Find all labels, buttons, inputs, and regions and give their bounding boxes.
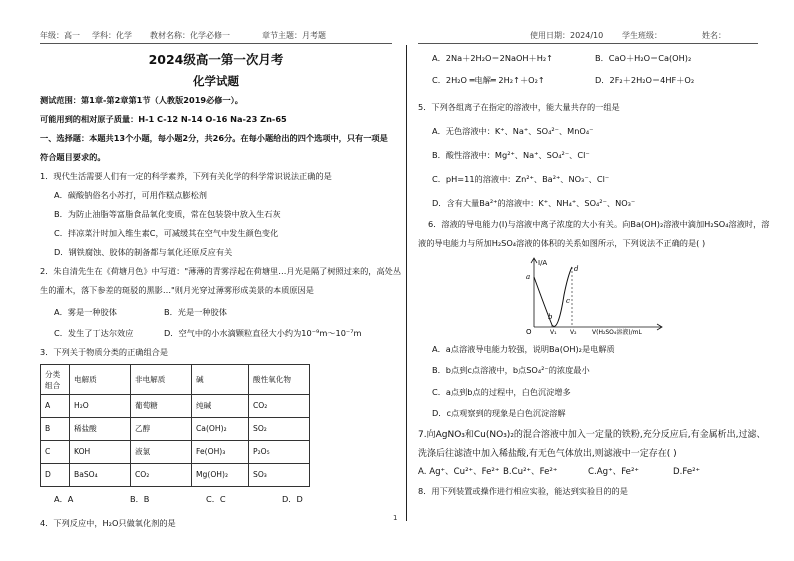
q2-stem: 2．朱自清先生在《荷塘月色》中写道："薄薄的青雾浮起在荷塘里…月光是隔了树照过来的，高处丛: [40, 266, 402, 276]
q8-stem: 8．用下列装置或操作进行相应实验，能达到实验目的的是: [418, 486, 628, 496]
q2-option-c: C．发生了丁达尔效应: [54, 328, 134, 338]
table-row: [41, 365, 310, 395]
section1-instructions-cont: 符合题目要求的。: [40, 152, 106, 162]
table-cell: 葡萄糖: [131, 395, 192, 418]
table-cell: P₂O₅: [249, 441, 310, 464]
table-cell: A: [41, 395, 70, 418]
q5-option-b: B．酸性溶液中：Mg²⁺、Na⁺、SO₄²⁻、Cl⁻: [432, 150, 590, 160]
q3-option-a: A．A: [54, 494, 74, 504]
point-d-label: d: [574, 265, 579, 273]
q4-options-row1: [418, 47, 758, 69]
q6-conductivity-graph: [418, 257, 758, 337]
q4-option-d: D．2F₂＋2H₂O＝4HF＋O₂: [595, 75, 695, 85]
point-c-label: c: [566, 297, 570, 305]
q2-option-a: A．雾是一种胶体: [54, 307, 117, 317]
q3-option-b: B．B: [130, 494, 150, 504]
exam-title: 2024级高一第一次月考: [148, 52, 284, 67]
q5-option-d: D．含有大量Ba²⁺的溶液中：K⁺、NH₄⁺、SO₄²⁻、NO₃⁻: [432, 198, 636, 208]
q3-classification-table: [40, 364, 310, 487]
q7-option-b: B.Cu²⁺、Fe²⁺: [503, 467, 558, 477]
q4-option-b: B．CaO＋H₂O＝Ca(OH)₂: [595, 53, 692, 63]
table-header-cell: 碱: [192, 365, 249, 395]
point-a-label: a: [526, 273, 531, 281]
q2-stem-cont: 生的灌木，落下参差的斑驳的黑影…"则月光穿过薄雾形成美景的本质原因是: [40, 285, 314, 295]
q2-options-row2: [40, 324, 392, 343]
q4-options-row2: [418, 69, 758, 91]
section1-instructions: 一、选择题：本题共13个小题，每小题2分，共26分。在每小题给出的四个选项中，只有一项是: [40, 133, 388, 143]
q4-option-a: A．2Na＋2H₂O＝2NaOH＋H₂↑: [432, 53, 554, 63]
q3-stem: 3．下列关于物质分类的正确组合是: [40, 347, 169, 357]
q6-option-b: B．b点到c点溶液中，b点SO₄²⁻的浓度最小: [432, 365, 590, 375]
header-rule-left: [40, 43, 392, 44]
table-cell: SO₂: [249, 418, 310, 441]
header-date: 使用日期：2024/10: [530, 31, 604, 40]
atomic-masses: 可能用到的相对原子质量：H-1 C-12 N-14 O-16 Na-23 Zn-65: [40, 114, 287, 124]
table-header-cell: 酸性氧化物: [249, 365, 310, 395]
header-textbook: 教材名称：化学必修一: [150, 31, 230, 40]
test-scope: 测试范围：第1章-第2章第1节（人教版2019必修一）。: [40, 95, 243, 105]
q1-stem: 1．现代生活需要人们有一定的科学素养，下列有关化学的科学常识说法正确的是: [40, 171, 332, 181]
header-class: 学生班级：: [622, 31, 662, 40]
table-header-cell: 非电解质: [131, 365, 192, 395]
table-cell: CO₂: [249, 395, 310, 418]
left-column: [40, 45, 402, 535]
q2-option-d: D．空气中的小水滴颗粒直径大小约为10⁻⁹m～10⁻⁷m: [164, 328, 362, 338]
table-row: [41, 441, 310, 464]
q7-option-c: C.Ag⁺、Fe²⁺: [588, 467, 639, 477]
point-b-label: b: [548, 313, 553, 321]
table-cell: CO₂: [131, 464, 192, 487]
q6-option-c: C．a点到b点的过程中，白色沉淀增多: [432, 387, 571, 397]
q2-option-b: B．光是一种胶体: [164, 307, 227, 317]
q3-option-d: D．D: [282, 494, 303, 504]
table-row: [41, 418, 310, 441]
q7-option-d: D.Fe²⁺: [673, 467, 701, 477]
header-rule-right: [418, 43, 758, 44]
table-cell: C: [41, 441, 70, 464]
q7-option-a: A. Ag⁺、Cu²⁺、Fe²⁺: [418, 467, 500, 477]
table-cell: B: [41, 418, 70, 441]
q1-option-d: D．钢铁腐蚀、胶体的制备都与氧化还原反应有关: [54, 247, 233, 257]
column-divider: [406, 45, 407, 521]
q2-options-row1: [40, 300, 392, 324]
q5-option-a: A．无色溶液中：K⁺、Na⁺、SO₄²⁻、MnO₄⁻: [432, 126, 594, 136]
q1-option-b: B．为防止油脂等富脂食品氧化变质，常在包装袋中放入生石灰: [54, 209, 281, 219]
table-row: [41, 395, 310, 418]
origin-label: O: [526, 328, 532, 335]
q1-option-c: C．拌凉菜汁时加入维生素C，可减缓其在空气中发生颜色变化: [54, 228, 279, 238]
right-column: [418, 45, 770, 501]
table-cell: H₂O: [70, 395, 131, 418]
q3-option-c: C．C: [206, 494, 226, 504]
table-cell: Ca(OH)₂: [192, 418, 249, 441]
table-cell: BaSO₄: [70, 464, 131, 487]
q7-stem-cont: 洗涤后往滤渣中加入稀盐酸,有无色气体放出,则滤液中一定存在( ): [418, 449, 677, 459]
table-cell: Fe(OH)₃: [192, 441, 249, 464]
q7-options: [418, 463, 758, 482]
v1-label: V₁: [550, 329, 557, 335]
subject-title: 化学试题: [193, 74, 239, 88]
table-cell: Mg(OH)₂: [192, 464, 249, 487]
y-axis-label: I/A: [538, 259, 548, 267]
table-cell: 乙醇: [131, 418, 192, 441]
q6-option-d: D．c点观察到的现象是白色沉淀溶解: [432, 408, 566, 418]
table-header-cell: 电解质: [70, 365, 131, 395]
q3-options: [40, 487, 392, 511]
q1-option-a: A．碳酸钠俗名小苏打，可用作糕点膨松剂: [54, 190, 207, 200]
q6-stem-cont: 液的导电能力与所加H₂SO₄溶液的体积的关系如图所示，下列说法不正确的是( ): [418, 238, 706, 248]
header-chapter: 章节主题：月考题: [262, 31, 326, 40]
q5-option-c: C．pH=11的溶液中：Zn²⁺、Ba²⁺、NO₃⁻、Cl⁻: [432, 174, 610, 184]
table-row: [41, 464, 310, 487]
table-cell: 纯碱: [192, 395, 249, 418]
table-cell: 液氯: [131, 441, 192, 464]
q4-option-c: C．2H₂O ═电解═ 2H₂↑＋O₂↑: [432, 75, 545, 85]
header-name: 姓名：: [702, 31, 726, 40]
table-cell: D: [41, 464, 70, 487]
table-cell: SO₃: [249, 464, 310, 487]
table-header-cell: 分类 组合: [41, 365, 70, 395]
q5-stem: 5．下列各组离子在指定的溶液中，能大量共存的一组是: [418, 102, 620, 112]
q6-stem: 6．溶液的导电能力(I)与溶液中离子浓度的大小有关。向Ba(OH)₂溶液中滴加H₂SO₄溶液时，溶: [428, 219, 770, 229]
q6-option-a: A．a点溶液导电能力较强，说明Ba(OH)₂是电解质: [432, 344, 615, 354]
header-grade: 年级：高一: [40, 31, 80, 40]
table-cell: 稀盐酸: [70, 418, 131, 441]
x-axis-label: V(H₂SO₄溶液)/mL: [592, 329, 642, 335]
conductivity-curve: [512, 255, 672, 335]
q7-stem: 7.向AgNO₃和Cu(NO₃)₂的混合溶液中加入一定量的铁粉,充分反应后,有金属析出,过滤、: [418, 430, 766, 440]
table-cell: KOH: [70, 441, 131, 464]
q4-stem: 4．下列反应中，H₂O只做氧化剂的是: [40, 518, 176, 528]
v2-label: V₂: [570, 329, 577, 335]
header-subject: 学科：化学: [92, 31, 132, 40]
page-number: 1: [393, 514, 398, 522]
